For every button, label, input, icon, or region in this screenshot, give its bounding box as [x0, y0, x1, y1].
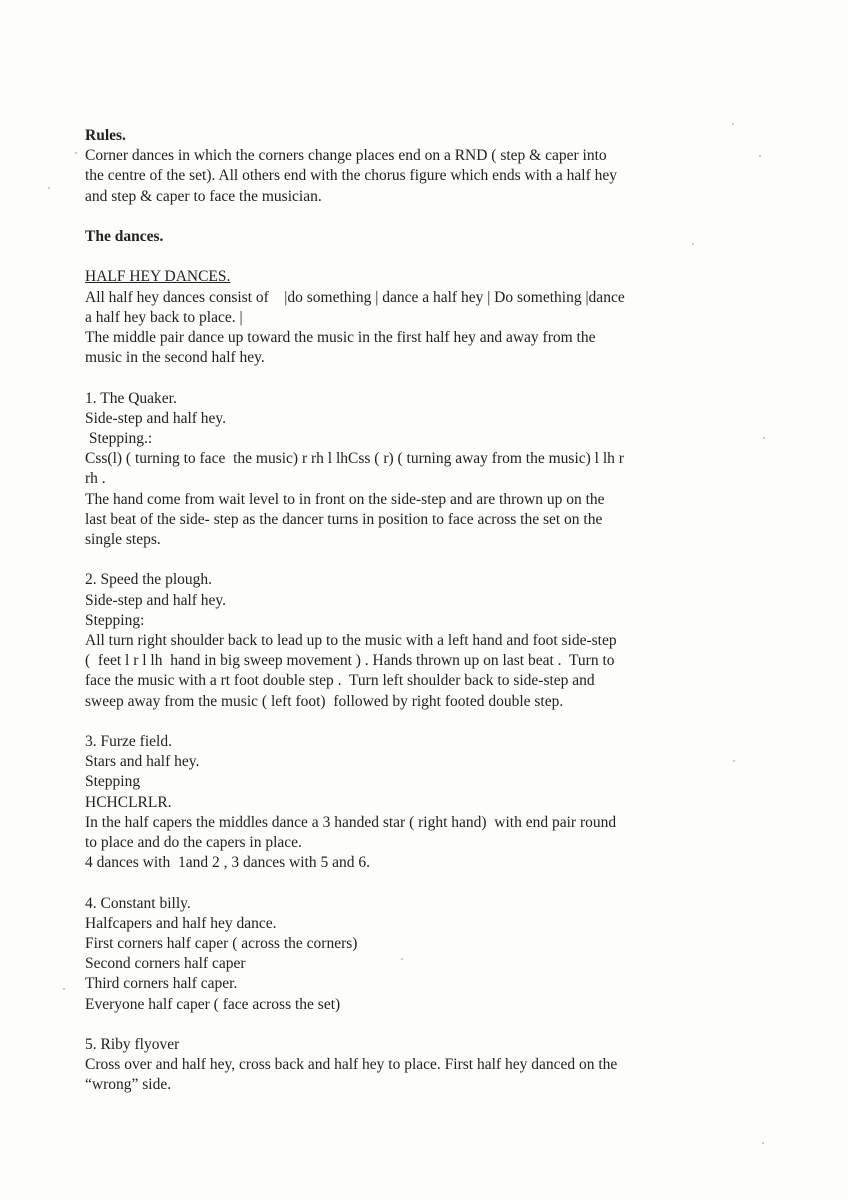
dance-title: 3. Furze field. — [85, 733, 172, 751]
dance-line: Css(l) ( turning to face the music) r rh l lhCss ( r) ( turning away from the music) l lh r — [85, 450, 624, 468]
half-hey-section — [85, 267, 705, 368]
half-hey-line: a half hey back to place. | — [85, 308, 243, 326]
dance-furze-field — [85, 732, 705, 873]
dance-constant-billy — [85, 894, 705, 1015]
half-hey-line: music in the second half hey. — [85, 349, 265, 367]
dance-line: sweep away from the music ( left foot) followed by right footed double step. — [85, 692, 564, 710]
dance-line: Everyone half caper ( face across the set) — [85, 995, 341, 1013]
dance-line: single steps. — [85, 531, 161, 549]
dance-line: Third corners half caper. — [85, 975, 238, 993]
dance-line: In the half capers the middles dance a 3 handed star ( right hand) with end pair round — [85, 813, 617, 831]
dance-line: Stepping.: — [85, 430, 153, 447]
dance-line: Stepping — [85, 773, 141, 791]
rules-heading: Rules. — [85, 127, 126, 144]
half-hey-line: All half hey dances consist of |do something | dance a half hey | Do something |dance — [85, 288, 625, 306]
dance-line: Cross over and half hey, cross back and half hey to place. First half hey danced on the — [85, 1056, 618, 1074]
rules-section — [85, 126, 705, 207]
dance-line: face the music with a rt foot double step . Turn left shoulder back to side-step and — [85, 672, 595, 690]
dance-riby-flyover — [85, 1035, 705, 1096]
dance-line: Side-step and half hey. — [85, 591, 227, 609]
dance-title: 1. The Quaker. — [85, 389, 177, 407]
dance-line: Side-step and half hey. — [85, 409, 227, 427]
dance-line: to place and do the capers in place. — [85, 834, 302, 852]
dance-line: ( feet l r l lh hand in big sweep movement ) . Hands thrown up on last beat . Turn to — [85, 652, 615, 670]
dance-line: Second corners half caper — [85, 955, 246, 973]
half-hey-heading: HALF HEY DANCES. — [85, 268, 231, 286]
dance-line: HCHCLRLR. — [85, 793, 172, 811]
dance-title: 2. Speed the plough. — [85, 571, 212, 589]
half-hey-line: The middle pair dance up toward the music in the first half hey and away from the — [85, 329, 596, 346]
dance-line: Halfcapers and half hey dance. — [85, 914, 277, 932]
dance-line: Stepping: — [85, 611, 145, 629]
rules-line: Corner dances in which the corners change places end on a RND ( step & caper into — [85, 147, 607, 165]
dances-heading: The dances. — [85, 228, 164, 245]
document-body — [85, 126, 705, 1096]
dance-quaker — [85, 389, 705, 551]
dance-line: The hand come from wait level to in front on the side-step and are thrown up on the — [85, 490, 605, 508]
dance-speed-the-plough — [85, 570, 705, 711]
dance-line: last beat of the side- step as the dancer turns in position to face across the set on the — [85, 510, 603, 528]
rules-line: the centre of the set). All others end with the chorus figure which ends with a half hey — [85, 167, 618, 185]
dance-line: Stars and half hey. — [85, 753, 200, 771]
dance-line: 4 dances with 1and 2 , 3 dances with 5 and 6. — [85, 854, 370, 872]
rules-line: and step & caper to face the musician. — [85, 187, 322, 205]
dance-line: “wrong” side. — [85, 1076, 172, 1094]
dance-title: 4. Constant billy. — [85, 894, 191, 912]
dance-line: First corners half caper ( across the corners) — [85, 935, 358, 953]
dance-line: rh . — [85, 470, 106, 488]
dance-title: 5. Riby flyover — [85, 1036, 180, 1054]
dance-line: All turn right shoulder back to lead up to the music with a left hand and foot side-step — [85, 632, 617, 650]
